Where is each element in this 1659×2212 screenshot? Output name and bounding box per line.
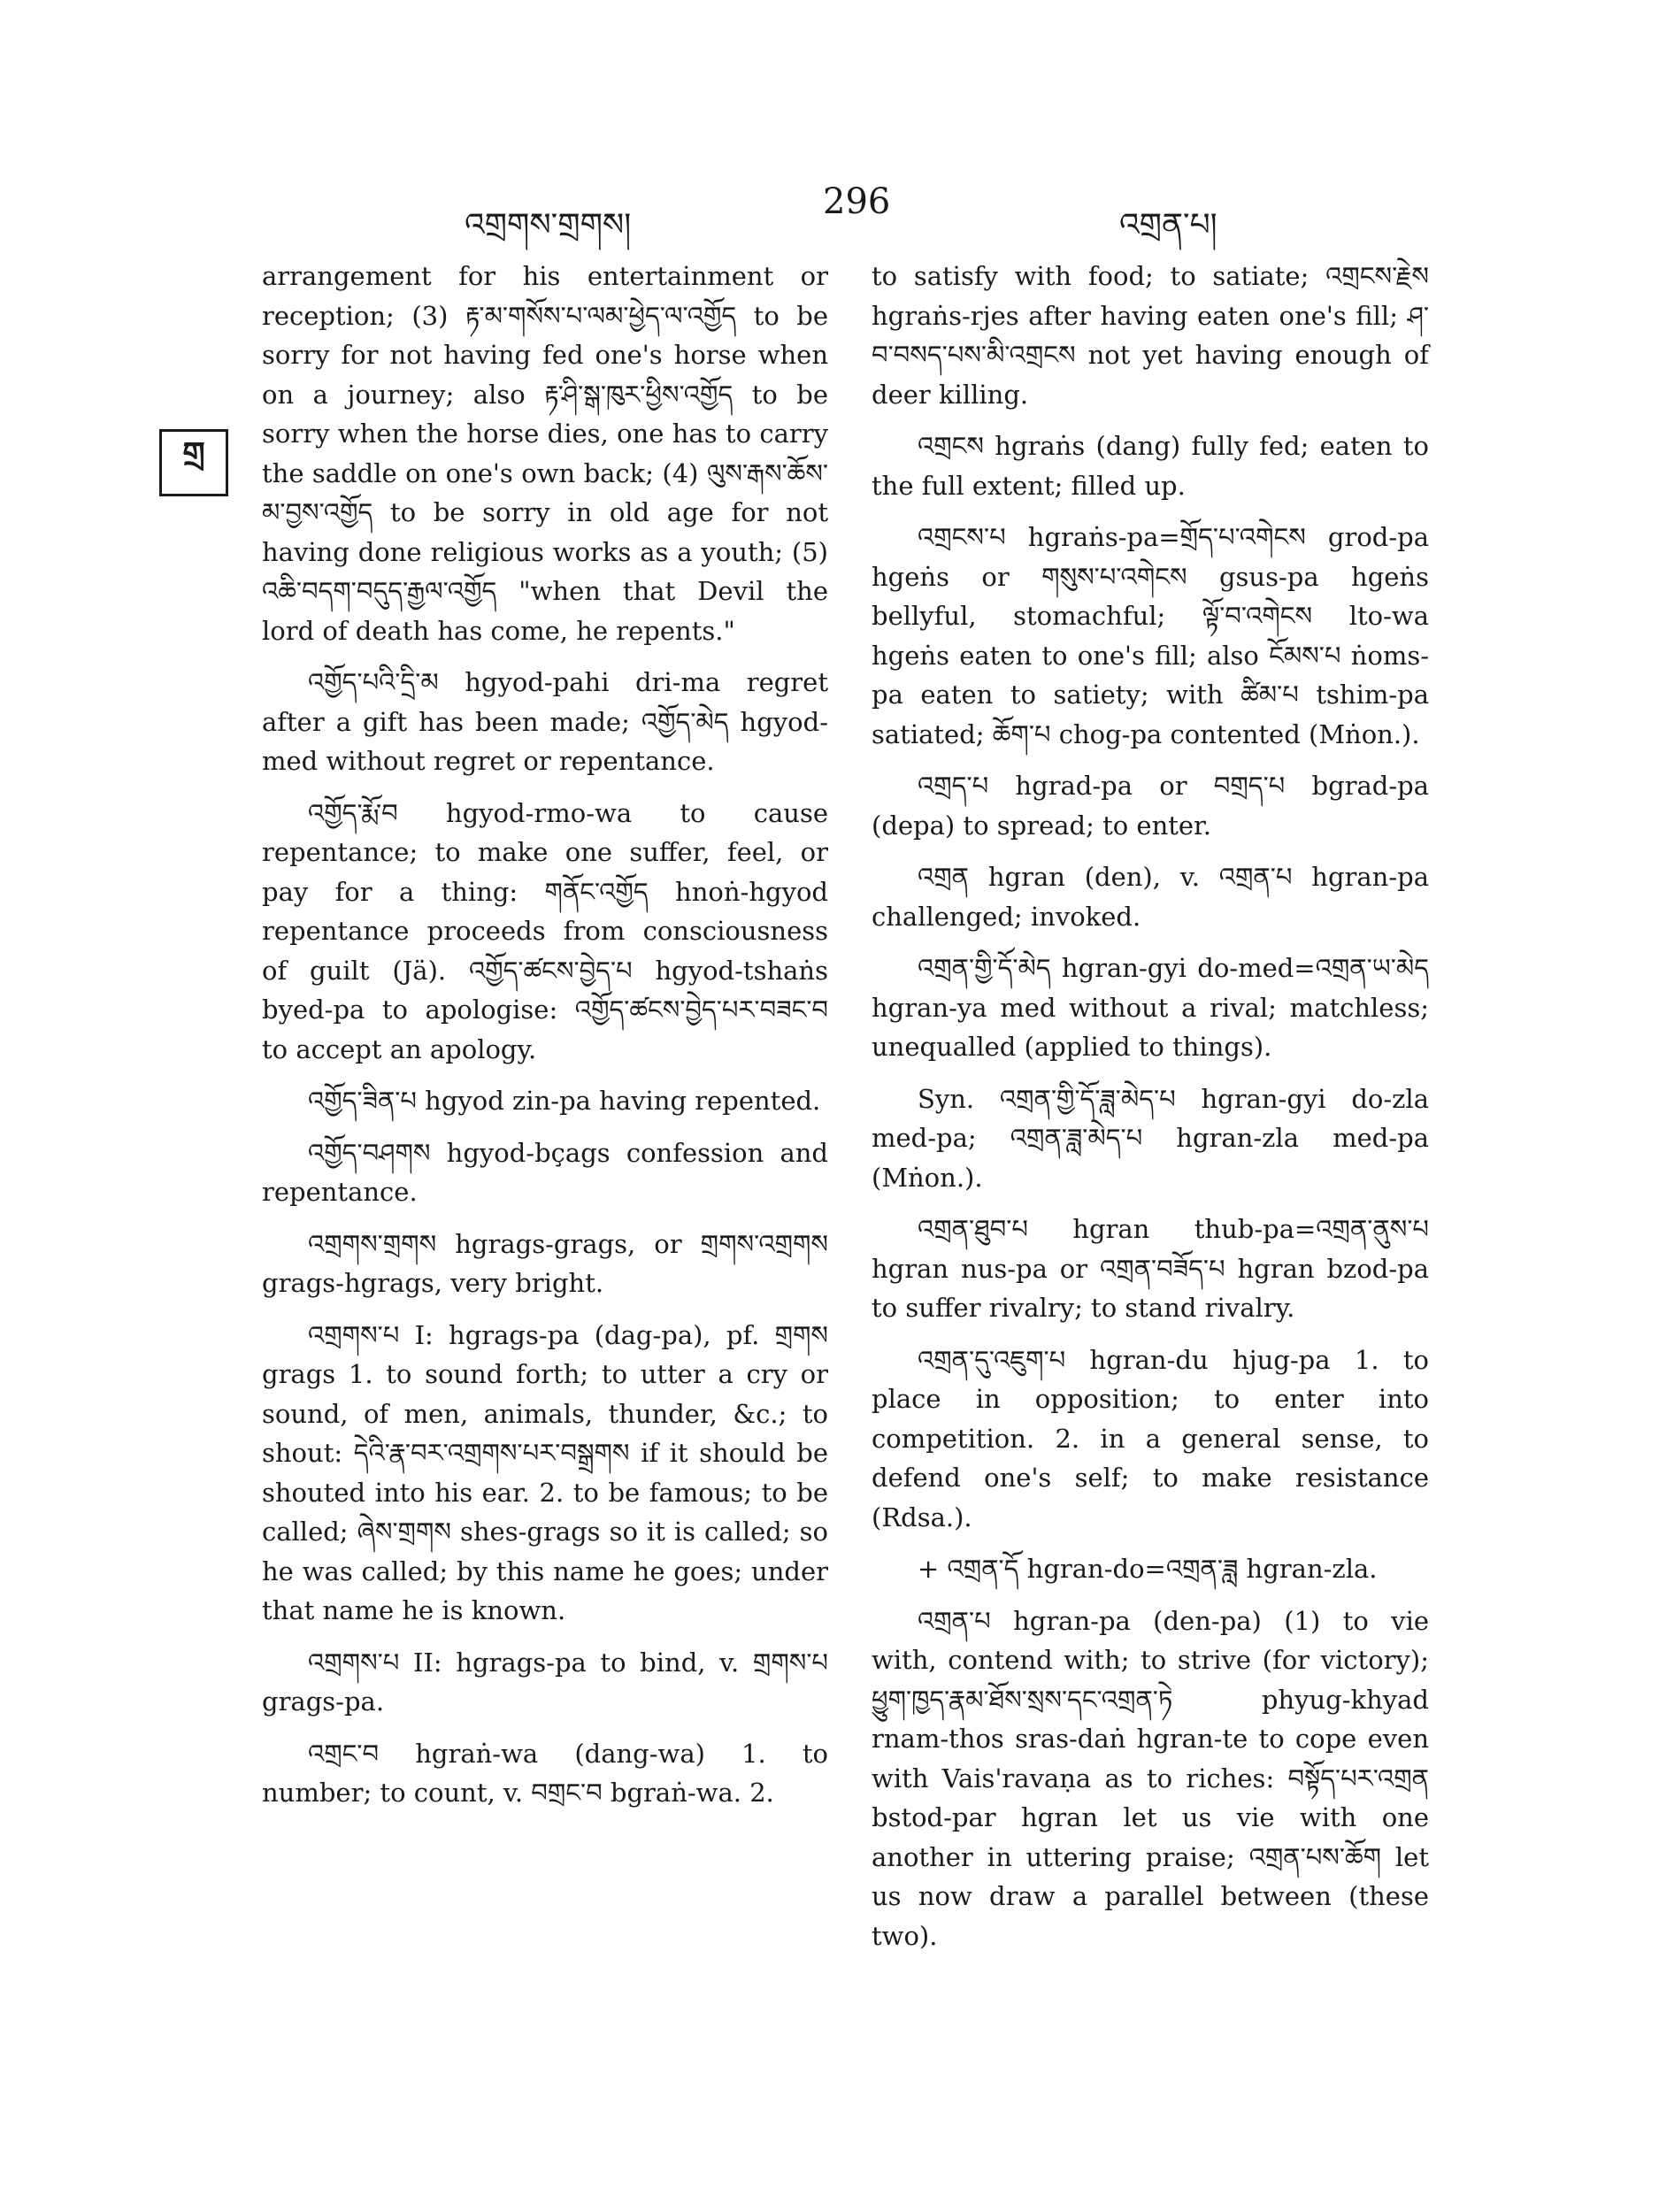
page-number: 296	[823, 181, 891, 222]
dictionary-entry: འགྲན་གྱི་དོ་མེད hgran-gyi do-med=འགྲན་ཡ་མེད hgran-ya med without a rival; matchless; unequalled (applied to things).	[872, 953, 1429, 1062]
dictionary-entry: འགྲངས་པ hgraṅs-pa=གྲོད་པ་འགེངས grod-pa hgeṅs or གསུས་པ་འགེངས gsus-pa hgeṅs bellyful, stomachful; ལྟོ་བ་འགེངས lto-wa hgeṅs eaten to one's fill; also ངོམས་པ ṅoms-pa eaten to satiety; with ཚིམ་པ tshim-pa satiated; ཆོག་པ chog-pa contented (Mṅon.).	[872, 522, 1429, 749]
dictionary-entry: འགྲགས་པ I: hgrags-pa (dag-pa), pf. གྲགས grags 1. to sound forth; to utter a cry or sound, of men, animals, thunder, &c.; to shout: དེའི་རྣ་བར་འགྲགས་པར་བསྒྲགས if it should be shouted into his ear. 2. to be famous; to be called; ཞེས་གྲགས shes-grags so it is called; so he was called; by this name he goes; under that name he is known.	[262, 1319, 828, 1625]
dictionary-entry: Syn. འགྲན་གྱི་དོ་ཟླ་མེད་པ hgran-gyi do-zla med-pa; འགྲན་ཟླ་མེད་པ hgran-zla med-pa (Mṅon.).	[872, 1083, 1429, 1193]
dictionary-entry: འགྲན་པ hgran-pa (den-pa) (1) to vie with, contend with; to strive (for victory); ཕྱུག་ཁྱད་རྣམ་ཐོས་སྲས་དང་འགྲན་ཏེ phyug-khyad rnam-thos sras-daṅ hgran-te to cope even with Vais'ravaṇa as to riches: བསྟོད་པར་འགྲན bstod-par hgran let us vie with one another in uttering praise; འགྲན་པས་ཆོག let us now draw a parallel between (these two).	[872, 1605, 1429, 1951]
header-right-keyword: འགྲན་པ།	[1119, 207, 1217, 243]
dictionary-entry: འགྱོད་ཟིན་པ hgyod zin-pa having repented.	[308, 1086, 821, 1116]
page-header	[257, 181, 1433, 243]
dictionary-entry: + འགྲན་དོ hgran-do=འགྲན་ཟླ hgran-zla.	[918, 1554, 1378, 1584]
dictionary-entry: འགྲགས་པ II: hgrags-pa to bind, v. གྲགས་པ grags-pa.	[262, 1647, 828, 1717]
dictionary-entry: to satisfy with food; to satiate; འགྲངས་རྗེས hgraṅs-rjes after having eaten one's fill; ཤ་བ་བསད་པས་མི་འགྲངས not yet having enough of deer killing.	[872, 261, 1429, 410]
header-left-keyword: འགྲགས་གྲགས།	[465, 207, 632, 243]
dictionary-entry: འགྲང་བ hgraṅ-wa (dang-wa) 1. to number; to count, v. བགྲང་བ bgraṅ-wa. 2.	[262, 1738, 828, 1808]
dictionary-entry: འགྲངས hgraṅs (dang) fully fed; eaten to the full extent; filled up.	[872, 431, 1429, 501]
right-column	[872, 257, 1429, 1968]
dictionary-entry: འགྲན་དུ་འཇུག་པ hgran-du hjug-pa 1. to place in opposition; to enter into competition. 2. in a general sense, to defend one's self; to make resistance (Rdsa.).	[872, 1344, 1429, 1532]
dictionary-entry: arrangement for his entertainment or reception; (3) རྟ་མ་གསོས་པ་ལམ་ཕྱེད་ལ་འགྱོད to be sorry for not having fed one's horse when on a journey; also རྟ་ཤི་སྒ་ཁུར་ཕྱིས་འགྱོད to be sorry when the horse dies, one has to carry the saddle on one's own back; (4) ལུས་རྒས་ཆོས་མ་བྱས་འགྱོད to be sorry in old age for not having done religious works as a youth; (5) འཆི་བདག་བདུད་རྒྱལ་འགྱོད "when that Devil the lord of death has come, he repents."	[262, 261, 828, 646]
dictionary-entry: འགྱོད་རྨོ་བ hgyod-rmo-wa to cause repentance; to make one suffer, feel, or pay for a thing: གནོང་འགྱོད hnoṅ-hgyod repentance proceeds from consciousness of guilt (Jä). འགྱོད་ཚངས་བྱེད་པ hgyod-tshaṅs byed-pa to apologise: འགྱོད་ཚངས་བྱེད་པར་བཟང་བ to accept an apology.	[262, 797, 828, 1064]
dictionary-entry: འགྱོད་བཤགས hgyod-bçags confession and repentance.	[262, 1137, 828, 1207]
section-letter-marker: གྲ	[159, 429, 228, 496]
dictionary-entry: འགྲན hgran (den), v. འགྲན་པ hgran-pa challenged; invoked.	[872, 862, 1429, 932]
left-column	[262, 257, 828, 1825]
dictionary-entry: འགྲགས་གྲགས hgrags-grags, or གྲགས་འགྲགས grags-hgrags, very bright.	[262, 1228, 828, 1298]
dictionary-entry: འགྲན་ཐུབ་པ hgran thub-pa=འགྲན་ནུས་པ hgran nus-pa or འགྲན་བཟོད་པ hgran bzod-pa to suffer rivalry; to stand rivalry.	[872, 1214, 1429, 1323]
dictionary-entry: འགྱོད་པའི་དྲི་མ hgyod-pahi dri-ma regret after a gift has been made; འགྱོད་མེད hgyod-med without regret or repentance.	[262, 667, 828, 776]
dictionary-entry: འགྲད་པ hgrad-pa or བགྲད་པ bgrad-pa (depa) to spread; to enter.	[872, 771, 1429, 841]
